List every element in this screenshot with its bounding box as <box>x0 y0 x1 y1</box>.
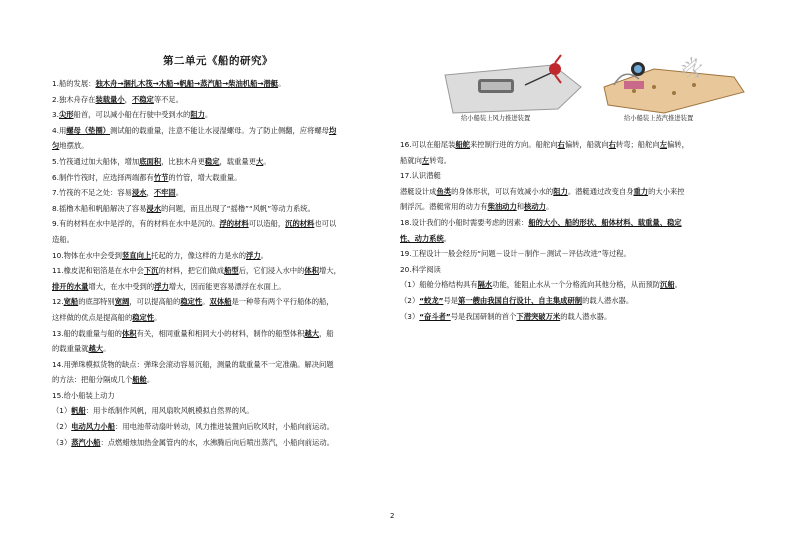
text-segment: 的载人潜水器。 <box>582 295 634 305</box>
underlined-key-term: 匀 <box>52 141 60 151</box>
text-segment: 。 <box>175 188 184 198</box>
underlined-key-term: 不牢固 <box>153 188 176 198</box>
text-segment: 有关，相同重量和相同大小的材料，制作的船型体积 <box>136 328 305 338</box>
left-line <box>52 341 387 357</box>
text-segment: 8.摇橹木船和帆船解决了容易 <box>52 203 147 213</box>
right-line <box>400 199 750 215</box>
text-segment: 3. <box>52 110 59 120</box>
text-segment: 后，它们浸入水中的 <box>238 266 305 276</box>
underlined-key-term: 沉的材料 <box>285 219 315 229</box>
left-line <box>52 326 387 342</box>
text-segment: 测试船的载重量，注意不能让水浸湿螺母。为了防止侧翻，应将螺母 <box>110 125 329 135</box>
left-line <box>52 201 387 217</box>
text-segment: 也可以 <box>314 219 337 229</box>
text-segment: 4.用 <box>52 125 67 135</box>
underlined-key-term: 宽阔 <box>114 297 130 307</box>
underlined-key-term: 浸水 <box>146 203 162 213</box>
underlined-key-term: 左 <box>421 155 430 165</box>
right-line <box>400 277 750 293</box>
text-segment: 的问题，而且出现了“摇橹”“风帆”等动力系统。 <box>161 203 315 213</box>
text-segment: 的载重量就 <box>52 344 89 354</box>
left-line <box>52 216 387 232</box>
underlined-key-term: 柴油动力 <box>487 202 517 212</box>
text-segment: 船就向 <box>400 155 422 165</box>
left-line <box>52 372 387 388</box>
text-segment: ：用卡纸制作风帆，用风扇吹风帆模拟自然界的风。 <box>85 406 254 416</box>
right-line <box>400 137 750 153</box>
caption-steam-boat: 给小船装上蒸汽推进装置 <box>624 115 694 122</box>
underlined-key-term: 蒸汽小船 <box>71 437 101 447</box>
underlined-key-term: 右 <box>608 140 616 149</box>
underlined-key-term: 独木舟→捆扎木筏→木船→帆船→蒸汽船→柴油机船→潜艇 <box>95 79 279 88</box>
left-line <box>52 170 387 186</box>
right-line <box>400 184 750 200</box>
text-segment: 5.竹筏通过加大船体，增加 <box>52 156 140 166</box>
underlined-key-term: 沉船 <box>660 280 675 290</box>
text-segment: 。 <box>204 110 213 120</box>
underlined-key-term: 不稳定 <box>131 94 154 104</box>
underlined-key-term: 宽船 <box>63 297 79 307</box>
text-segment: （1）船舱分格结构具有 <box>400 280 478 290</box>
underlined-key-term: 电动风力小船 <box>71 422 116 432</box>
text-segment: 号是我国研制的首个 <box>450 311 517 321</box>
text-segment: 2.独木舟存在 <box>52 94 96 104</box>
text-segment: ，可以提高船的 <box>129 297 181 307</box>
underlined-key-term: 稳定 <box>204 156 220 166</box>
right-line <box>400 153 750 169</box>
text-segment: 15.给小船装上动力 <box>52 390 115 400</box>
left-line <box>52 388 387 404</box>
text-segment: 。 <box>443 233 452 243</box>
text-segment: 来控制行进的方向。船舵向 <box>469 140 558 149</box>
text-segment: 的大小来控 <box>648 186 685 196</box>
underlined-key-term: 船型 <box>224 266 239 276</box>
text-segment: 。 <box>674 280 682 290</box>
text-segment: 12. <box>52 297 64 307</box>
right-line <box>400 168 750 184</box>
text-segment: 10.物体在水中会受到 <box>52 250 122 260</box>
left-line <box>52 310 387 326</box>
left-line <box>52 76 387 92</box>
text-segment: ， <box>124 94 132 104</box>
text-segment: 可以造船， <box>248 219 286 229</box>
steam-boat-illustration <box>594 47 754 122</box>
right-line <box>400 262 750 278</box>
text-segment: 11.橡皮泥和铝箔是在水中会 <box>52 266 144 276</box>
left-line <box>52 107 387 123</box>
underlined-key-term: 稳定性 <box>180 297 203 307</box>
text-segment: （2） <box>52 422 72 432</box>
text-segment: 。 <box>103 344 111 354</box>
underlined-key-term: 船舱 <box>132 375 147 385</box>
text-segment: 14.用弹珠模拟货物的缺点：弹珠会滚动容易沉船，测量的载重量不一定准确。解决问题 <box>52 359 334 369</box>
text-segment: 增大，在水中受到的 <box>88 281 155 291</box>
underlined-key-term: 双体船 <box>209 297 232 307</box>
underlined-key-term: “奋斗者” <box>419 311 451 321</box>
text-segment: 13.船的载重量与船的 <box>52 328 122 338</box>
text-segment: 18.设计我们的小船时需要考虑的因素： <box>400 217 529 227</box>
text-segment: 功能，能阻止水从一个分格流向其他分格，从而预防 <box>492 280 661 290</box>
text-segment: 转弯；船舵向 <box>615 140 660 149</box>
underlined-key-term: 体积 <box>121 328 137 338</box>
underlined-key-term: 鱼类 <box>436 186 452 196</box>
underlined-key-term: 竹节 <box>153 172 169 182</box>
text-segment: 。 <box>202 297 210 307</box>
text-segment: 潜艇设计成 <box>400 186 437 196</box>
text-segment: 。潜艇通过改变自身 <box>567 186 634 196</box>
text-segment: 和 <box>516 202 525 212</box>
text-segment: 7.竹筏的不足之处：容易 <box>52 188 132 198</box>
text-segment: 的载人潜水器。 <box>560 311 612 321</box>
underlined-key-term: 性、动力系统 <box>400 233 444 243</box>
text-segment: 。 <box>263 156 271 166</box>
underlined-key-term: 阻力 <box>190 110 205 120</box>
underlined-key-term: 下潜突破万米 <box>516 311 561 321</box>
underlined-key-term: 体积 <box>304 266 319 276</box>
text-segment: ：用电池带动扇叶转动，风力推进装置向后吹风时，小船向前运动。 <box>115 422 334 432</box>
text-segment: 。 <box>545 202 554 212</box>
left-line <box>52 357 387 373</box>
text-segment: 9.有的材料在水中是浮的，有的材料在水中是沉的。 <box>52 219 220 229</box>
left-line <box>52 154 387 170</box>
underlined-key-term: 竖直向上 <box>121 250 152 260</box>
right-line <box>400 215 750 231</box>
text-segment: ， <box>146 188 154 198</box>
left-line <box>52 294 387 310</box>
wind-boat-illustration <box>433 47 588 122</box>
text-segment: 制浮沉。潜艇常用的动力有 <box>400 202 488 212</box>
underlined-key-term: 下沉 <box>143 266 159 276</box>
underlined-key-term: 帆船 <box>71 406 86 416</box>
text-segment: （1） <box>52 406 72 416</box>
underlined-key-term: 第一艘由我国自行设计、自主集成研制 <box>458 295 583 305</box>
underlined-key-term: 浸水 <box>131 188 147 198</box>
left-line <box>52 263 387 279</box>
text-segment: 17.认识潜艇 <box>400 171 441 181</box>
text-segment: 偏转，船就向 <box>564 140 609 149</box>
underlined-key-term: 重力 <box>633 186 649 196</box>
text-segment: 造船。 <box>52 234 74 244</box>
underlined-key-term: 底面积 <box>139 156 162 166</box>
underlined-key-term: 大 <box>255 156 264 166</box>
underlined-key-term: 均 <box>328 125 337 135</box>
text-segment: 地摆放。 <box>59 141 89 151</box>
text-segment: 号是 <box>443 295 459 305</box>
underlined-key-term: 船的大小、船的形状、船体材料、载重量、稳定 <box>528 217 682 227</box>
text-segment: 的材料，把它们做成 <box>158 266 225 276</box>
left-line <box>52 248 387 264</box>
underlined-key-term: 稳定性 <box>132 312 155 322</box>
underlined-key-term: 隔水 <box>477 280 493 290</box>
text-segment: 的身体形状，可以有效减小水的 <box>451 186 554 196</box>
text-segment: 。 <box>154 312 162 322</box>
underlined-key-term: 排开的水量 <box>52 281 89 291</box>
right-line <box>400 309 750 325</box>
text-segment: 。 <box>260 250 268 260</box>
underlined-key-term: 左 <box>659 140 667 149</box>
left-line <box>52 92 387 108</box>
text-segment: 的方法：把船分隔成几个 <box>52 375 133 385</box>
caption-wind-boat: 给小船装上风力推进装置 <box>461 115 531 122</box>
text-segment: ，载重量更 <box>219 156 256 166</box>
underlined-key-term: 装载量小 <box>95 94 125 104</box>
right-column <box>400 137 750 324</box>
text-segment: 。 <box>146 375 155 385</box>
underlined-key-term: 越大 <box>88 344 104 354</box>
left-line <box>52 279 387 295</box>
text-segment: 增大， <box>319 266 341 276</box>
left-line <box>52 232 387 248</box>
text-segment: 这样做的优点是提高船的 <box>52 312 133 322</box>
text-segment: 托起的力，像这样的力是水的 <box>151 250 247 260</box>
text-segment: 1.船的发展： <box>52 79 96 88</box>
text-segment: 的底部特别 <box>78 297 115 307</box>
text-segment: ，比独木舟更 <box>161 156 205 166</box>
underlined-key-term: 核动力 <box>524 202 546 212</box>
text-segment: （3） <box>400 311 420 321</box>
right-line <box>400 231 750 247</box>
right-line <box>400 293 750 309</box>
underlined-key-term: 浮的材料 <box>219 219 249 229</box>
text-segment: 19.工程设计一般会经历“问题－设计－制作－测试－评估改进”等过程。 <box>400 249 631 259</box>
underlined-key-term: 螺母（垫圈） <box>66 125 111 135</box>
underlined-key-term: 右 <box>557 140 565 149</box>
text-segment: 增大，因而能更容易漂浮在水面上。 <box>168 281 286 291</box>
underlined-key-term: 尖形 <box>58 110 74 120</box>
text-segment: ：点燃蜡烛加热金属管内的水，水沸腾后向后喷出蒸汽，小船向前运动。 <box>100 437 334 447</box>
text-segment: 是一种带有两个平行船体的船， <box>231 297 334 307</box>
text-segment: 偏转， <box>667 140 689 149</box>
svg-text:学: 学 <box>677 53 711 87</box>
page-number: 2 <box>390 512 395 520</box>
text-segment: （2） <box>400 295 420 305</box>
left-column <box>52 76 387 450</box>
text-segment: 16.可以在船尾装 <box>400 140 456 149</box>
underlined-key-term: “蛟龙” <box>419 295 444 305</box>
text-segment: 等不足。 <box>153 94 184 104</box>
right-line <box>400 246 750 262</box>
left-line <box>52 435 387 451</box>
left-line <box>52 419 387 435</box>
underlined-key-term: 越大 <box>304 328 319 338</box>
underlined-key-term: 船舵 <box>455 140 470 149</box>
left-line <box>52 403 387 419</box>
underlined-key-term: 浮力 <box>246 250 261 260</box>
text-segment: 转弯。 <box>429 155 452 165</box>
left-line <box>52 138 387 154</box>
page-title: 第二单元《船的研究》 <box>163 55 273 67</box>
text-segment: 的竹管，增大载重量。 <box>168 172 242 182</box>
text-segment: ，船 <box>319 328 334 338</box>
text-segment: （3） <box>52 437 72 447</box>
underlined-key-term: 阻力 <box>553 186 568 196</box>
text-segment: 。 <box>278 79 286 88</box>
text-segment: 6.制作竹筏时，应选择两端都有 <box>52 172 154 182</box>
text-segment: 20.科学阅读 <box>400 264 441 274</box>
left-line <box>52 185 387 201</box>
left-line <box>52 123 387 139</box>
text-segment: 船首，可以减小船在行驶中受到水的 <box>73 110 191 120</box>
underlined-key-term: 浮力 <box>154 281 169 291</box>
